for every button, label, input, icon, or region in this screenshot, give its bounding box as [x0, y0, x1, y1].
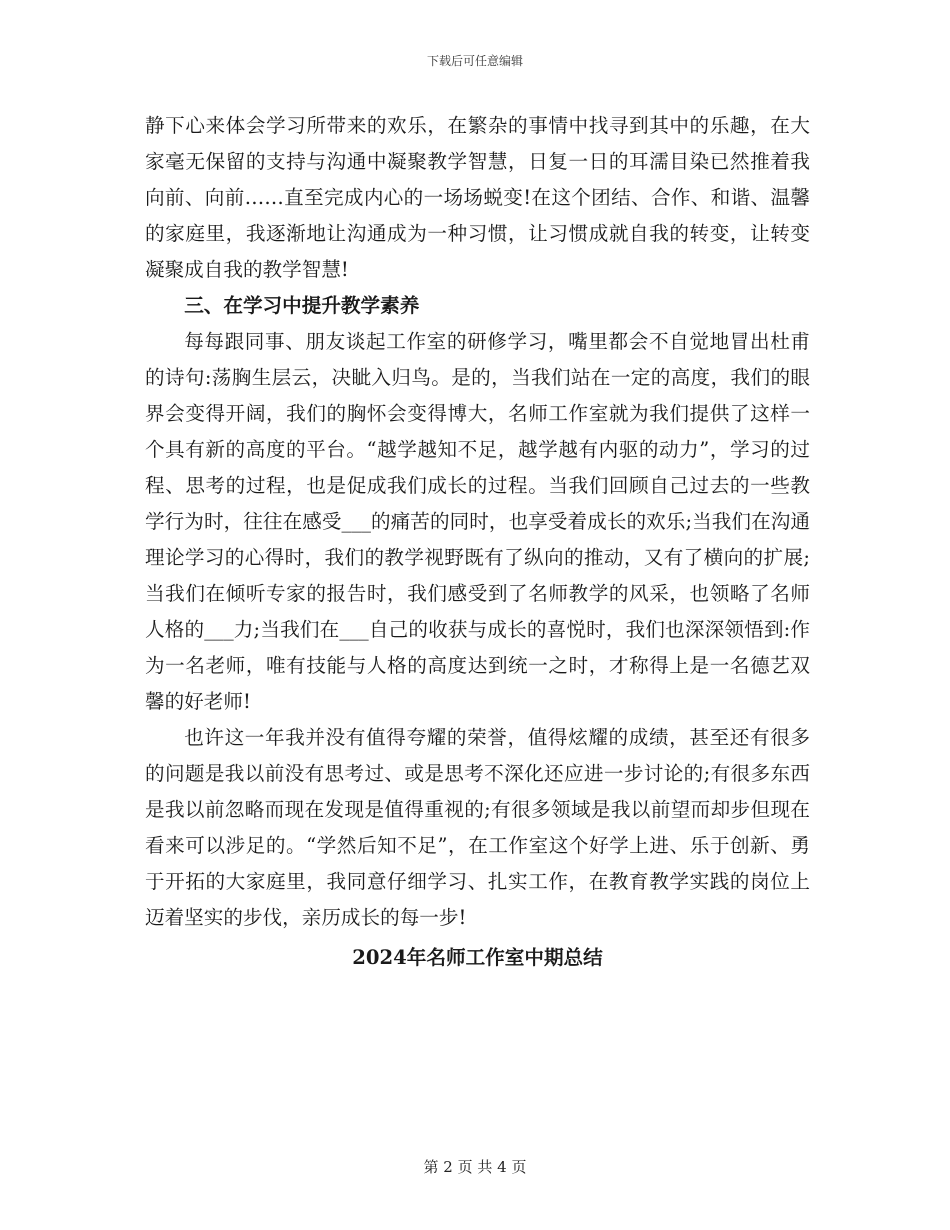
page-header-note: 下载后可任意编辑 — [426, 54, 523, 68]
paragraph-continued: 静下心来体会学习所带来的欢乐，在繁杂的事情中找寻到其中的乐趣，在大家毫无保留的支持与沟通中凝聚教学智慧，日复一日的耳濡目染已然推着我向前、向前……直至完成内心的一场场蜕变!在这个团结、合作、和谐、温馨的家庭里，我逐渐地让沟通成为一种习惯，让习惯成就自我的转变，让转变凝聚成自我的教学智慧! — [145, 114, 810, 281]
document-body — [145, 108, 810, 976]
paragraph-reflection: 也许这一年我并没有值得夸耀的荣誉，值得炫耀的成绩，甚至还有很多的问题是我以前没有思考过、或是思考不深化还应进一步讨论的;有很多东西是我以前忽略而现在发现是值得重视的;有很多领域是我以前望而却步但现在看来可以涉足的。“学然后知不足”，在工作室这个好学上进、乐于创新、勇于开拓的大家庭里，我同意仔细学习、扎实工作，在教育教学实践的岗位上迈着坚实的步伐，亲历成长的每一步! — [145, 726, 810, 929]
section-heading-3: 三、在学习中提升教学素养 — [184, 294, 420, 317]
page-number-footer: 第 2 页 共 4 页 — [423, 1158, 527, 1176]
document-title: 2024年名师工作室中期总结 — [352, 946, 603, 969]
paragraph-learning: 每每跟同事、朋友谈起工作室的研修学习，嘴里都会不自觉地冒出杜甫的诗句:荡胸生层云，决眦入归鸟。是的，当我们站在一定的高度，我们的眼界会变得开阔，我们的胸怀会变得博大，名师工作室就为我们提供了这样一个具有新的高度的平台。“越学越知不足，越学越有内驱的动力”，学习的过程、思考的过程，也是促成我们成长的过程。当我们回顾自己过去的一些教学行为时，往往在感受___的痛苦的同时，也享受着成长的欢乐;当我们在沟通理论学习的心得时，我们的教学视野既有了纵向的推动，又有了横向的扩展;当我们在倾听专家的报告时，我们感受到了名师教学的风采，也领略了名师人格的___力;当我们在___自己的收获与成长的喜悦时，我们也深深领悟到:作为一名老师，唯有技能与人格的高度达到统一之时，才称得上是一名德艺双馨的好老师! — [145, 330, 810, 713]
